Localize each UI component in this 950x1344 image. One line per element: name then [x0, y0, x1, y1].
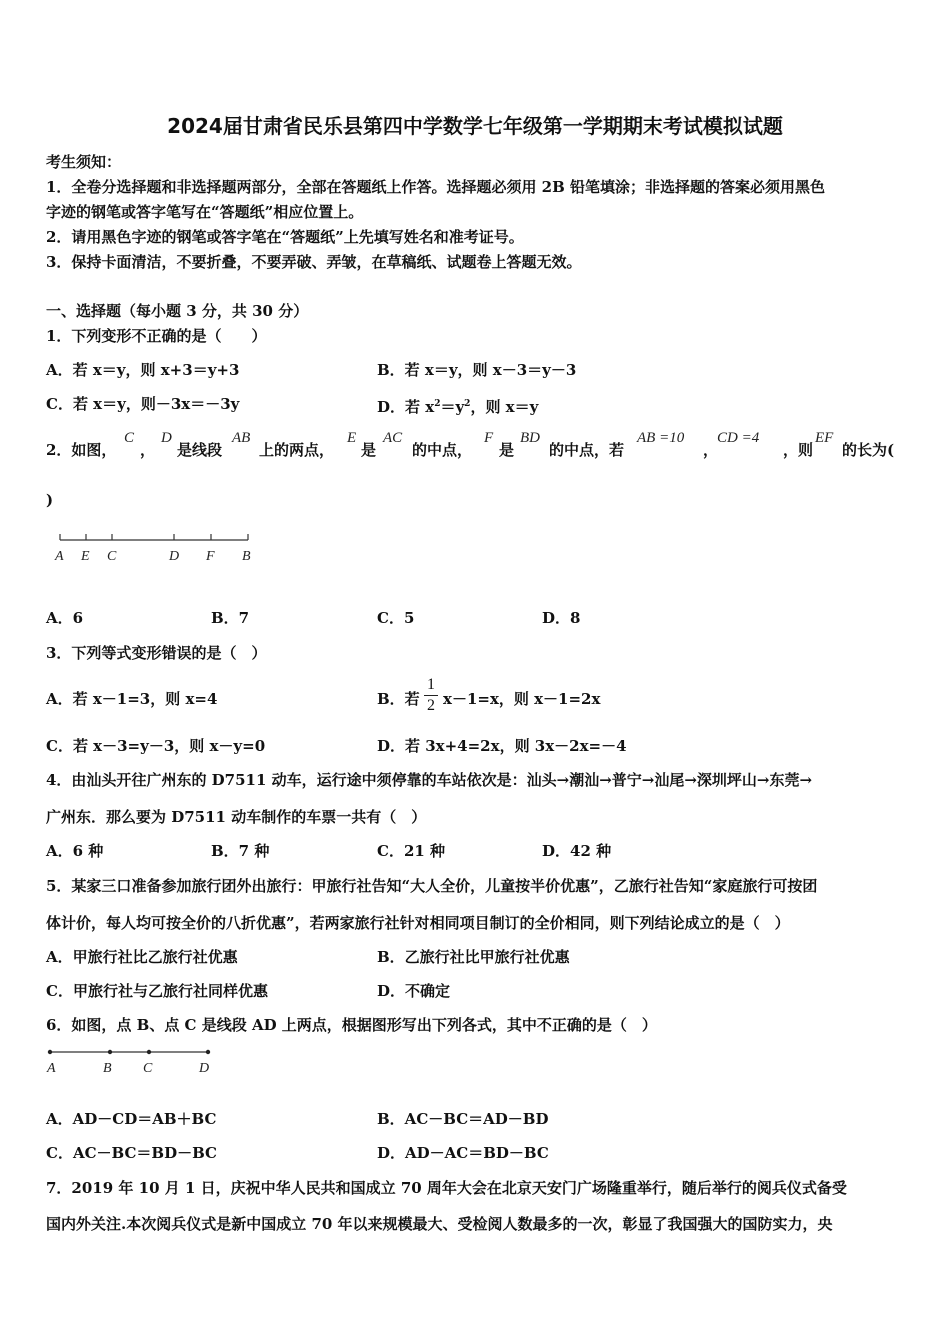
q6-option-d: D．AD－AC＝BD－BC: [377, 1144, 549, 1162]
q2-ab-eq: AB =10: [637, 430, 685, 446]
q6-stem: 6．如图，点 B、点 C 是线段 AD 上两点，根据图形写出下列各式，其中不正确的是（ ）: [46, 1016, 657, 1034]
notice-heading: 考生须知：: [46, 153, 122, 171]
q7-line-2: 国内外关注.本次阅兵仪式是新中国成立 70 年以来规模最大、受检阅人数最多的一次，彰显了我国强大的国防实力，央: [46, 1215, 833, 1233]
q2-p3: 上的两点，: [259, 441, 335, 459]
q2-p6: 是: [499, 441, 515, 459]
q1-option-b: B．若 x＝y，则 x－3＝y－3: [377, 361, 577, 379]
q4-option-c: C．21 种: [377, 842, 446, 860]
notice-line-3: 3．保持卡面清洁，不要折叠，不要弄破、弄皱，在草稿纸、试题卷上答题无效。: [46, 253, 582, 271]
q2-cd-eq: CD =4: [717, 430, 760, 446]
q2-p7: 的中点，若: [549, 441, 625, 459]
q6-point-c: [147, 1050, 151, 1054]
q3-option-b-post: x－1=x，则 x－1=2x: [443, 690, 601, 708]
q3-option-b-pre: B．若: [377, 690, 420, 708]
q6-label-d: D: [199, 1061, 210, 1076]
q2-option-a: A．6: [46, 609, 84, 627]
q1-option-c: C．若 x＝y，则－3x＝－3y: [46, 395, 240, 413]
q2-var-c: C: [124, 430, 135, 446]
q6-label-c: C: [143, 1061, 153, 1076]
q2-var-f: F: [484, 430, 494, 446]
q1-option-a: A．若 x＝y，则 x+3＝y+3: [46, 361, 240, 379]
q5-option-c: C．甲旅行社与乙旅行社同样优惠: [46, 982, 268, 1000]
q5-line-1: 5．某家三口准备参加旅行团外出旅行：甲旅行社告知“大人全价，儿童按半价优惠”，乙旅行社告知“家庭旅行可按团: [46, 877, 818, 895]
q3-option-a: A．若 x－1=3，则 x=4: [46, 690, 218, 708]
q2-label-f: F: [206, 549, 215, 564]
q2-p4: 是: [361, 441, 377, 459]
notice-line-2: 2．请用黑色字迹的钢笔或答字笔在“答题纸”上先填写姓名和准考证号。: [46, 228, 524, 246]
q4-option-b: B．7 种: [211, 842, 270, 860]
q4-line-2: 广州东．那么要为 D7511 动车制作的车票一共有（ ）: [46, 808, 427, 826]
q1-stem: 1．下列变形不正确的是（ ）: [46, 327, 267, 345]
q6-option-a: A．AD－CD＝AB＋BC: [46, 1110, 217, 1128]
q2-option-c: C．5: [377, 609, 415, 627]
q2-option-b: B．7: [211, 609, 250, 627]
q2-var-bd: BD: [520, 430, 540, 446]
q6-option-c: C．AC－BC＝BD－BC: [46, 1144, 217, 1162]
q2-p8: ，则: [783, 441, 814, 459]
q6-label-b: B: [103, 1061, 112, 1076]
q3-option-d: D．若 3x+4=2x，则 3x－2x=－4: [377, 737, 627, 755]
q3-stem: 3．下列等式变形错误的是（ ）: [46, 644, 267, 662]
q2-label-e: E: [81, 549, 90, 564]
q2-var-e: E: [347, 430, 357, 446]
q6-option-b: B．AC－BC＝AD－BD: [377, 1110, 549, 1128]
q2-p1: 2．如图，: [46, 441, 117, 459]
q7-line-1: 7．2019 年 10 月 1 日，庆祝中华人民共和国成立 70 周年大会在北京天安门广场隆重举行，随后举行的阅兵仪式备受: [46, 1179, 847, 1197]
q2-var-d: D: [161, 430, 172, 446]
q6-point-a: [48, 1050, 52, 1054]
q3-option-c: C．若 x－3=y－3，则 x－y=0: [46, 737, 266, 755]
q6-label-a: A: [47, 1061, 56, 1076]
q2-var-ab: AB: [232, 430, 251, 446]
q2-option-d: D．8: [542, 609, 581, 627]
q5-line-2: 体计价，每人均可按全价的八折优惠”，若两家旅行社针对相同项目制订的全价相同，则下列结论成立的是（ ）: [46, 914, 790, 932]
q2-close-paren: ): [46, 491, 54, 509]
q2-p5: 的中点，: [412, 441, 473, 459]
q2-label-c: C: [107, 549, 117, 564]
q2-comma1: ，: [140, 441, 156, 459]
q1-option-d: D．若 $x^2=y^2$，则 x＝y: [377, 398, 539, 416]
q2-label-a: A: [55, 549, 64, 564]
q2-comma2: ，: [703, 441, 719, 459]
q5-option-a: A．甲旅行社比乙旅行社优惠: [46, 948, 238, 966]
section-heading: 一、选择题（每小题 3 分，共 30 分）: [46, 302, 309, 320]
q6-line-figure: [42, 1044, 222, 1080]
q2-line-figure: [46, 528, 266, 568]
q4-option-d: D．42 种: [542, 842, 612, 860]
q3-fraction: [424, 676, 438, 715]
q3-fraction-den: 2: [427, 697, 435, 714]
q5-option-d: D．不确定: [377, 982, 451, 1000]
notice-line-1a: 1．全卷分选择题和非选择题两部分，全部在答题纸上作答。选择题必须用 2B 铅笔填涂；非选择题的答案必须用黑色: [46, 178, 826, 196]
page-title: 2024届甘肃省民乐县第四中学数学七年级第一学期期末考试模拟试题: [167, 114, 783, 138]
q2-p9: 的长为(: [842, 441, 895, 459]
q2-label-b: B: [242, 549, 251, 564]
q4-option-a: A．6 种: [46, 842, 104, 860]
q2-var-ac: AC: [383, 430, 403, 446]
q5-option-b: B．乙旅行社比甲旅行社优惠: [377, 948, 570, 966]
q2-label-d: D: [169, 549, 180, 564]
q2-p2: 是线段: [177, 441, 223, 459]
q3-fraction-num: 1: [427, 676, 435, 693]
q6-point-d: [206, 1050, 210, 1054]
q2-var-ef: EF: [815, 430, 834, 446]
q4-line-1: 4．由汕头开往广州东的 D7511 动车，运行途中须停靠的车站依次是：汕头→潮汕→普宁→汕尾→深圳坪山→东莞→: [46, 771, 813, 789]
q6-point-b: [108, 1050, 112, 1054]
notice-line-1b: 字迹的钢笔或答字笔写在“答题纸”相应位置上。: [46, 203, 364, 221]
